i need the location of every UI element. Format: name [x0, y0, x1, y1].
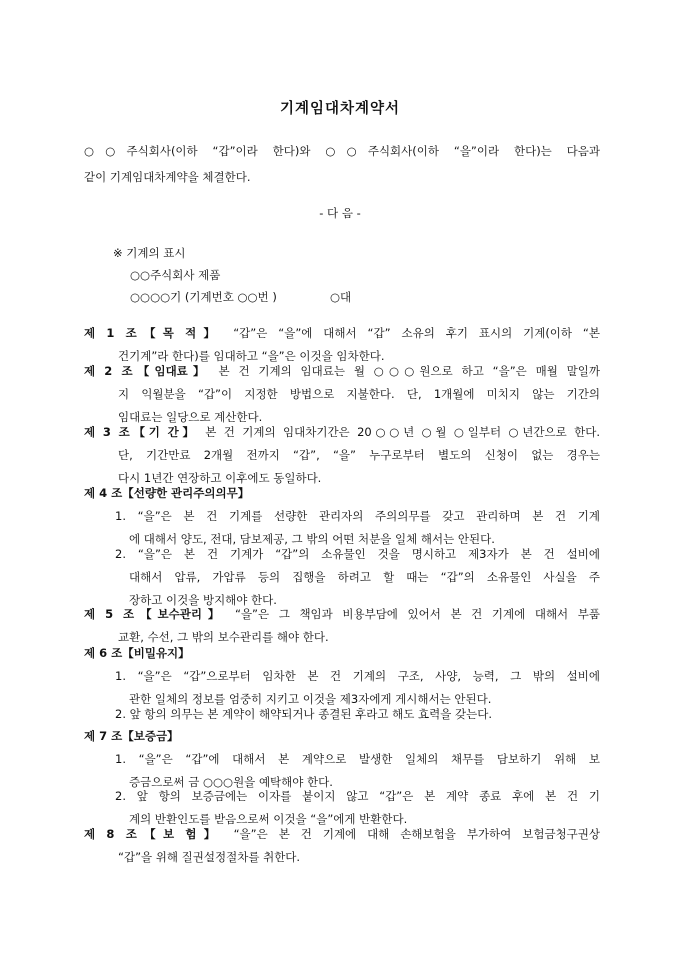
- article-4-item-2-line-1: 2. “을”은 본 건 기계가 “갑”의 소유물인 것을 명시하고 제3자가 본 건 설비에: [115, 547, 600, 561]
- center-heading: - 다 음 -: [319, 206, 361, 220]
- article-2-head: 제 2 조【임대료】: [84, 364, 210, 378]
- article-4-item-2-line-2: 대해서 압류, 가압류 등의 집행을 하려고 할 때는 “갑”의 소유물인 사실을 주: [129, 570, 600, 584]
- article-6-item-2: [115, 703, 600, 726]
- article-4-item-2: [115, 543, 600, 612]
- article-4-item-2-line-3: 장하고 이것을 방지해야 한다.: [129, 593, 277, 607]
- article-1-line-2: 건기계”라 한다)를 임대하고 “을”은 이것을 임차한다.: [118, 349, 385, 363]
- machine-model: ○○○○기 (기계번호 ○○번 ): [130, 290, 277, 304]
- article-3: [84, 421, 600, 490]
- article-8: [84, 823, 600, 869]
- document-title: 기계임대차계약서: [279, 101, 401, 117]
- article-2: [84, 360, 600, 429]
- article-4: [84, 482, 600, 505]
- article-4-item-1-line-2: 에 대해서 양도, 전대, 담보제공, 그 밖의 어떤 처분을 일체 해서는 안된다.: [129, 532, 495, 546]
- article-6-item-1-line-1: 1. “을”은 “갑”으로부터 임차한 본 건 기계의 구조, 사양, 능력, 그 밖의 설비에: [115, 669, 600, 683]
- article-6-head: 제 6 조【비밀유지】: [84, 646, 190, 660]
- article-8-head: 제 8 조【보 험】: [84, 827, 223, 841]
- article-7-head: 제 7 조【보증금】: [84, 729, 179, 743]
- article-2-line-3: 임대료는 일당으로 계산한다.: [118, 410, 263, 424]
- article-6-item-1-line-2: 관한 일체의 정보를 엄중히 지키고 이것을 제3자에게 게시해서는 안된다.: [129, 692, 492, 706]
- article-7-item-1-line-2: 증금으로써 금 ○○○원을 예탁해야 한다.: [129, 775, 333, 789]
- article-4-item-1-line-1: 1. “을”은 본 건 기계를 선량한 관리자의 주의의무를 갖고 관리하며 본 건 기계: [115, 509, 600, 523]
- machine-heading: ※ 기계의 표시: [113, 246, 186, 260]
- article-3-head: 제 3 조【기 간】: [84, 425, 198, 439]
- intro-line-1: ○○주식회사(이하 “갑”이라 한다)와 ○○주식회사(이하 “을”이라 한다)는 다음과: [84, 144, 600, 158]
- article-7: [84, 725, 600, 748]
- machine-maker: ○○주식회사 제품: [130, 268, 221, 282]
- article-2-line-2: 지 익월분을 “갑”이 지정한 방법으로 지불한다. 단, 1개월에 미치지 않는 기간의: [118, 387, 600, 401]
- article-5-head: 제 5 조【보수관리】: [84, 607, 226, 621]
- article-5-line-1: “을”은 그 책임과 비용부담에 있어서 본 건 기계에 대해서 부품: [234, 607, 600, 621]
- article-3-line-1: 본 건 기계의 임대차기간은 20○○년 ○월 ○일부터 ○년간으로 한다.: [205, 425, 600, 439]
- article-3-line-2: 단, 기간만료 2개월 전까지 “갑”, “을” 누구로부터 별도의 신청이 없는 경우는: [118, 448, 600, 462]
- article-6-item-2-line-1: 2. 앞 항의 의무는 본 계약이 해약되거나 종결된 후라고 해도 효력을 갖는다.: [115, 707, 492, 721]
- article-7-item-2-line-2: 계의 반환인도를 받음으로써 이것을 “을”에게 반환한다.: [129, 812, 408, 826]
- article-2-line-1: 본 건 기계의 임대료는 월 ○○○원으로 하고 “을”은 매월 말일까: [218, 364, 600, 378]
- article-5-line-2: 교환, 수선, 그 밖의 보수관리를 해야 한다.: [118, 630, 329, 644]
- article-1-head: 제 1 조【목 적】: [84, 326, 223, 340]
- article-4-head: 제 4 조【선량한 관리주의의무】: [84, 486, 250, 500]
- article-8-line-1: “을”은 본 건 기계에 대해 손해보험을 부가하여 보험금청구권상: [233, 827, 600, 841]
- article-3-line-3: 다시 1년간 연장하고 이후에도 동일하다.: [118, 471, 322, 485]
- article-8-line-2: “갑”을 위해 질권설정절차를 취한다.: [118, 850, 301, 864]
- machine-count: ○대: [330, 290, 352, 304]
- article-1-line-1: “갑”은 “을”에 대해서 “갑” 소유의 후기 표시의 기계(이하 “본: [233, 326, 601, 340]
- intro-paragraph: [84, 138, 600, 190]
- intro-line-2: 같이 기계임대차계약을 체결한다.: [84, 170, 251, 184]
- article-6: [84, 642, 600, 665]
- article-7-item-2-line-1: 2. 앞 항의 보증금에는 이자를 붙이지 않고 “갑”은 본 계약 종료 후에 본 건 기: [115, 789, 600, 803]
- article-7-item-1-line-1: 1. “을”은 “갑”에 대해서 본 계약으로 발생한 일체의 채무를 담보하기 위해 보: [115, 752, 600, 766]
